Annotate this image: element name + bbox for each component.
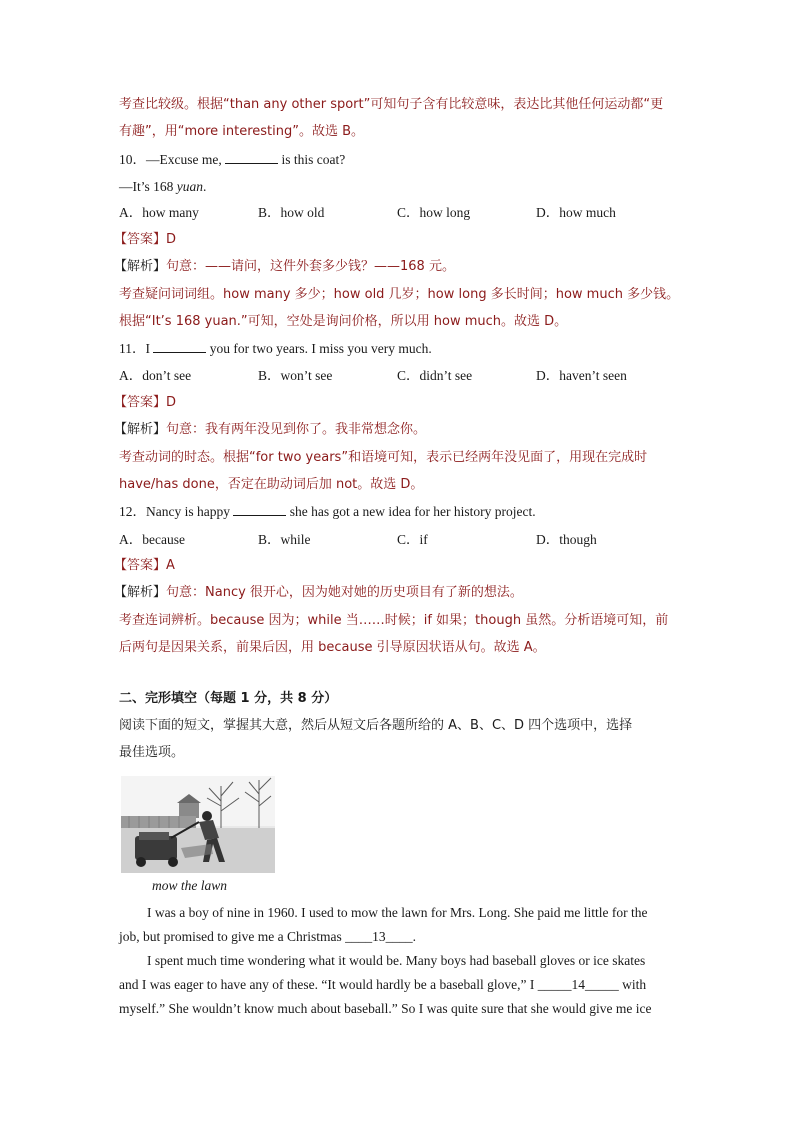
section-heading: 二、完形填空（每题 1 分，共 8 分） bbox=[119, 691, 338, 706]
q10-option-b: B．how old bbox=[258, 205, 325, 220]
passage-line: job, but promised to give me a Christmas ____13____. bbox=[119, 929, 416, 944]
q11-option-a: A．don’t see bbox=[119, 368, 192, 383]
passage-line: I spent much time wondering what it would be. Many boys had baseball gloves or ice skates bbox=[147, 953, 646, 968]
q12-analysis-line: 考查连词辨析。because 因为；while 当……时候；if 如果；though 虽然。分析语境可知，前 bbox=[119, 613, 669, 628]
q10-analysis-line: 考查疑问词词组。how many 多少；how old 几岁；how long 多长时间；how much 多少钱。 bbox=[119, 287, 680, 302]
q12-option-b: B．while bbox=[258, 532, 311, 547]
q10-option-a: A．how many bbox=[119, 205, 199, 220]
q9-analysis-line: 有趣”，用“more interesting”。故选 B。 bbox=[119, 124, 365, 139]
q10-stem: 10．—Excuse me, is this coat? bbox=[119, 152, 346, 167]
blank-13[interactable]: ____13____ bbox=[345, 929, 413, 944]
q10-option-d: D．how much bbox=[536, 205, 616, 220]
passage-line: myself.” She wouldn’t know much about baseball.” So I was quite sure that she would give me ice bbox=[119, 1001, 652, 1016]
q10-reply: —It’s 168 yuan. bbox=[119, 179, 207, 194]
q11-answer: 【答案】D bbox=[114, 395, 177, 410]
blank-14[interactable]: _____14_____ bbox=[537, 977, 619, 992]
q9-analysis-line: 考查比较级。根据“than any other sport”可知句子含有比较意味，表达比其他任何运动都“更 bbox=[119, 97, 664, 112]
q11-analysis-line: 考查动词的时态。根据“for two years”和语境可知，表示已经两年没见面了，用现在完成时 bbox=[119, 450, 648, 465]
q10-answer: 【答案】D bbox=[114, 232, 177, 247]
mow-the-lawn-photo bbox=[121, 776, 275, 873]
q12-option-a: A．because bbox=[119, 532, 185, 547]
q11-stem: 11．I you for two years. I miss you very much. bbox=[119, 341, 432, 356]
q10-option-c: C．how long bbox=[397, 205, 471, 220]
q12-analysis: 【解析】句意：Nancy 很开心，因为她对她的历史项目有了新的想法。 bbox=[114, 585, 523, 600]
section-instruction: 最佳选项。 bbox=[119, 745, 185, 760]
q11-analysis: 【解析】句意：我有两年没见到你了。我非常想念你。 bbox=[114, 422, 427, 437]
q12-analysis-line: 后两句是因果关系，前果后因，用 because 引导原因状语从句。故选 A。 bbox=[119, 640, 546, 655]
q12-stem: 12．Nancy is happy she has got a new idea for her history project. bbox=[119, 504, 536, 519]
passage-line: and I was eager to have any of these. “It would hardly be a baseball glove,” I _____14_____ with bbox=[119, 977, 647, 992]
q10-analysis: 【解析】句意：——请问，这件外套多少钱？——168 元。 bbox=[114, 259, 455, 274]
q11-option-b: B．won’t see bbox=[258, 368, 333, 383]
photo-caption: mow the lawn bbox=[152, 878, 228, 893]
q11-analysis-line: have/has done，否定在助动词后加 not。故选 D。 bbox=[119, 477, 424, 492]
passage-line: I was a boy of nine in 1960. I used to mow the lawn for Mrs. Long. She paid me little for the bbox=[147, 905, 648, 920]
q12-option-c: C．if bbox=[397, 532, 428, 547]
q11-option-c: C．didn’t see bbox=[397, 368, 473, 383]
q12-option-d: D．though bbox=[536, 532, 597, 547]
q11-option-d: D．haven’t seen bbox=[536, 368, 627, 383]
q10-analysis-line: 根据“It’s 168 yuan.”可知，空处是询问价格，所以用 how much。故选 D。 bbox=[119, 314, 568, 329]
q12-answer: 【答案】A bbox=[114, 558, 175, 573]
section-instruction: 阅读下面的短文，掌握其大意，然后从短文后各题所给的 A、B、C、D 四个选项中，选择 bbox=[119, 718, 633, 733]
